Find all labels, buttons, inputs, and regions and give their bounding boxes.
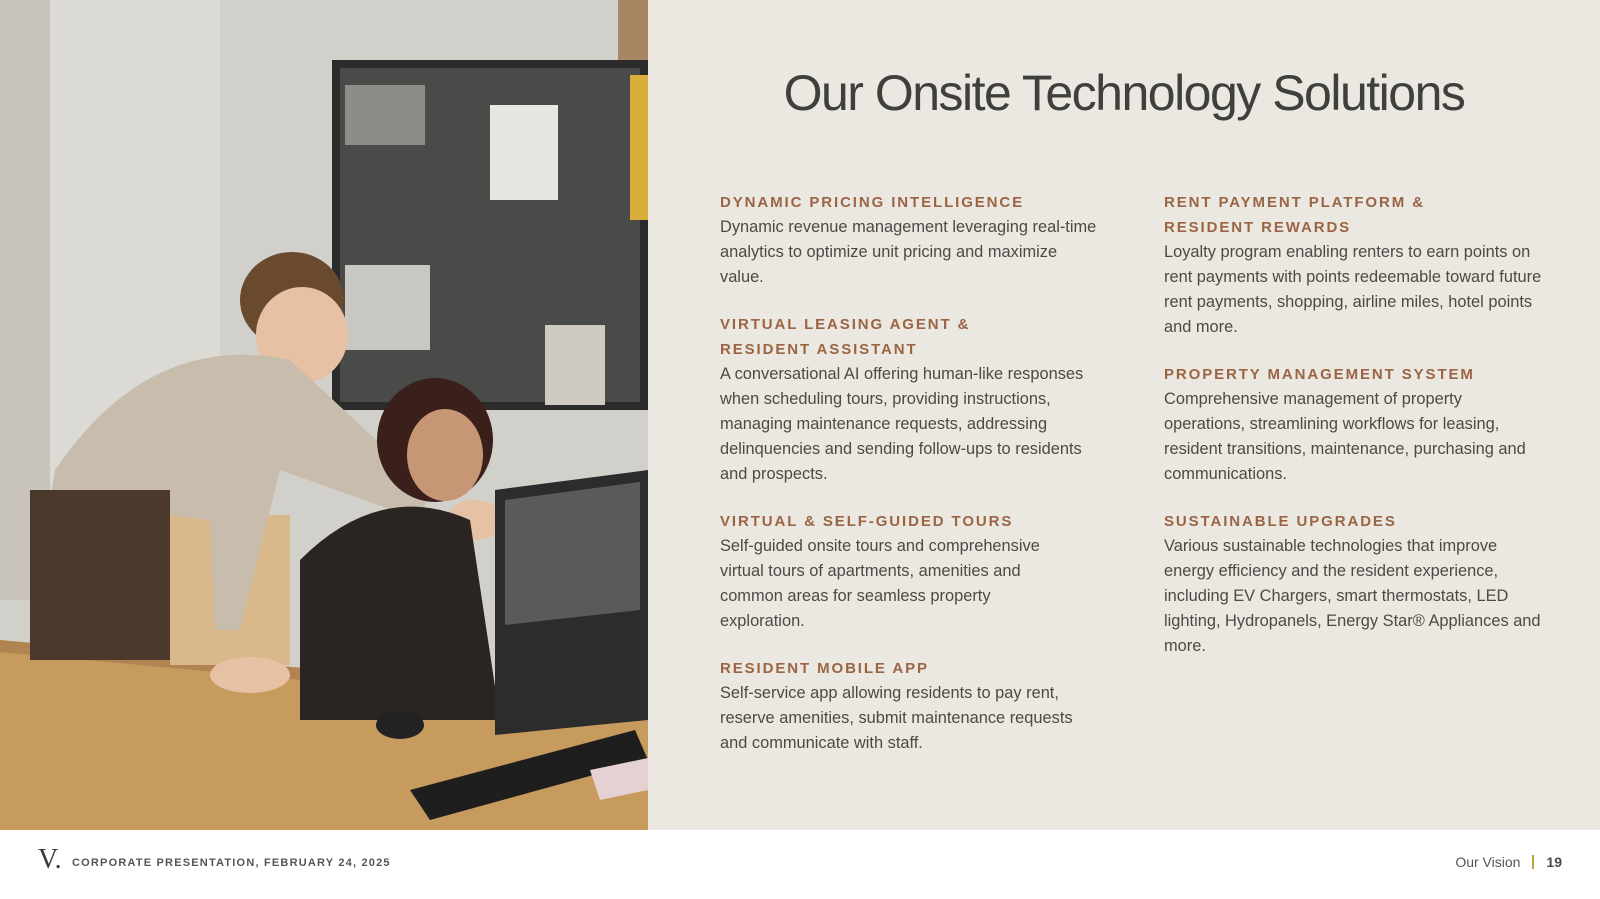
left-column [720,190,1100,778]
section-virtual-leasing-agent [720,312,1100,487]
section-body: Loyalty program enabling renters to earn points on rent payments with points redeemable toward future rent payments, shopping, airline miles, hotel points and more. [1164,243,1542,336]
section-sustainable-upgrades [1164,509,1544,659]
section-name: Our Vision [1455,854,1521,870]
section-heading: PROPERTY MANAGEMENT SYSTEM [1164,366,1475,383]
section-heading: VIRTUAL LEASING AGENT & RESIDENT ASSISTANT [720,316,971,358]
presentation-label: CORPORATE PRESENTATION, FEBRUARY 24, 2025 [72,857,391,869]
footer [0,830,1600,899]
section-body: Self-guided onsite tours and comprehensive virtual tours of apartments, amenities and common areas for seamless property exploration. [720,537,1040,630]
section-virtual-tours [720,509,1100,634]
section-body: Dynamic revenue management leveraging real-time analytics to optimize unit pricing and maximize value. [720,218,1097,286]
company-logo: V. [38,844,62,875]
office-photo [0,0,648,830]
section-dynamic-pricing [720,190,1100,290]
section-property-management-system [1164,362,1544,487]
section-body: Comprehensive management of property operations, streamlining workflows for leasing, resident transitions, maintenance, purchasing and communications. [1164,390,1526,483]
photo-illustration [0,0,648,830]
page-title: Our Onsite Technology Solutions [783,65,1465,121]
section-rent-payment-platform [1164,190,1544,340]
footer-divider [1532,855,1534,869]
section-body: A conversational AI offering human-like responses when scheduling tours, providing instructions, managing maintenance requests, addressing delinquencies and sending follow-ups to residents and prospects. [720,365,1084,483]
content-panel [648,0,1600,830]
footer-page-info [1455,854,1562,870]
section-heading: RESIDENT MOBILE APP [720,660,929,677]
section-body: Various sustainable technologies that improve energy efficiency and the resident experience, including EV Chargers, smart thermostats, LED lighting, Hydropanels, Energy Star® Appliances and more. [1164,537,1541,655]
page-number: 19 [1546,854,1562,870]
section-heading: VIRTUAL & SELF-GUIDED TOURS [720,513,1014,530]
section-heading: RENT PAYMENT PLATFORM & RESIDENT REWARDS [1164,194,1425,236]
right-column [1164,190,1544,681]
section-body: Self-service app allowing residents to pay rent, reserve amenities, submit maintenance requests and communicate with staff. [720,684,1073,752]
section-resident-mobile-app [720,656,1100,756]
section-heading: SUSTAINABLE UPGRADES [1164,513,1397,530]
section-heading: DYNAMIC PRICING INTELLIGENCE [720,194,1025,211]
